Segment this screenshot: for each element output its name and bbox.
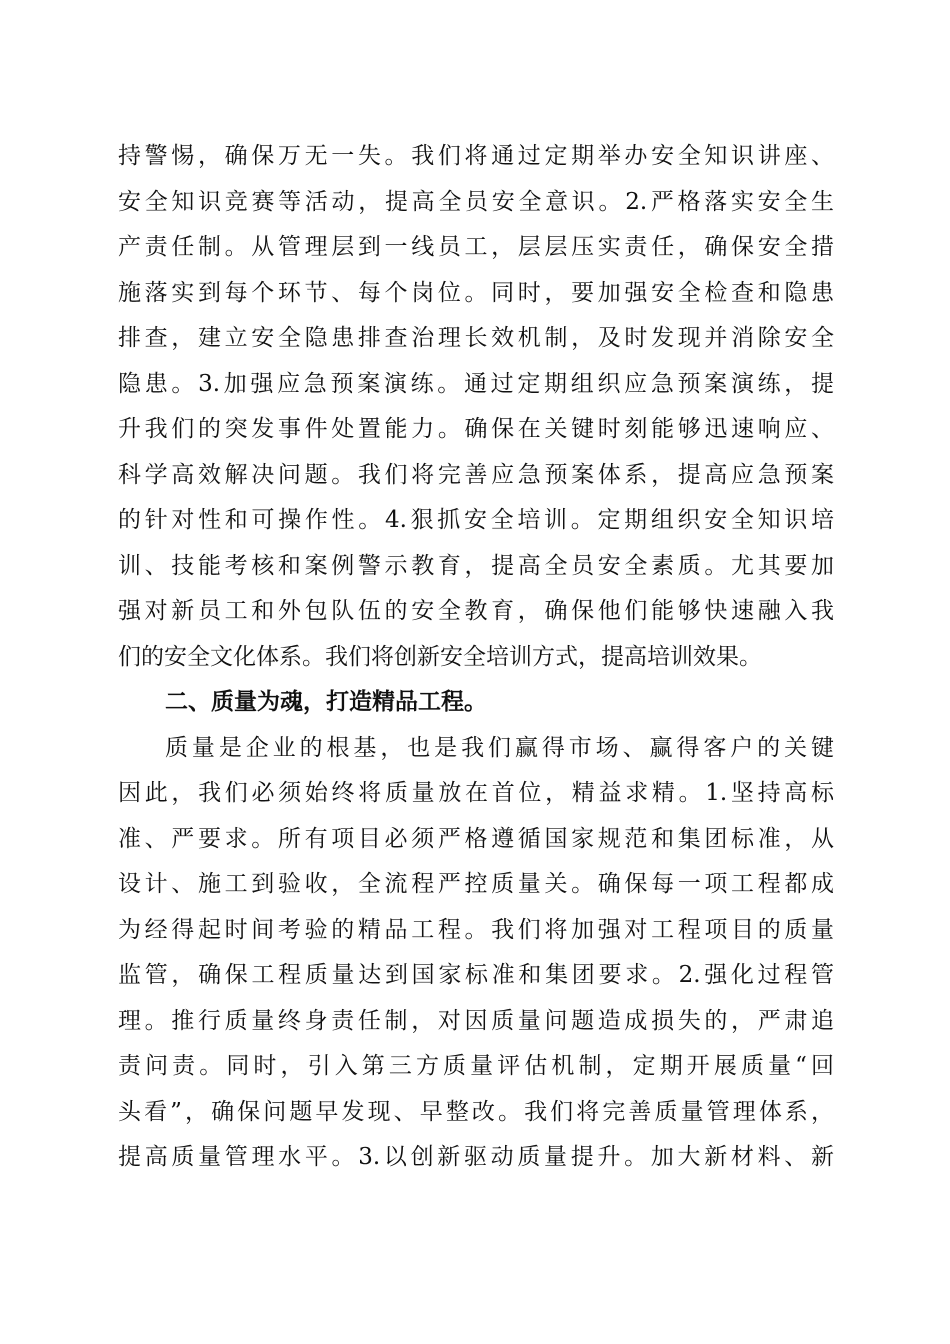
section-heading: 二、质量为魂，打造精品工程。 [165,689,487,715]
paragraph-line: 施落实到每个环节、每个岗位。同时，要加强安全检查和隐患 [118,280,834,306]
paragraph-line: 排查，建立安全隐患排查治理长效机制，及时发现并消除安全 [118,325,834,351]
paragraph-line: 升我们的突发事件处置能力。确保在关键时刻能够迅速响应、 [118,416,834,442]
paragraph-line: 因此，我们必须始终将质量放在首位，精益求精。1.坚持高标 [118,780,834,806]
paragraph-line: 训、技能考核和案例警示教育，提高全员安全素质。尤其要加 [118,553,834,579]
paragraph-line: 为经得起时间考验的精品工程。我们将加强对工程项目的质量 [118,917,834,943]
paragraph-line: 质量是企业的根基，也是我们赢得市场、赢得客户的关键 [165,735,834,761]
paragraph-line: 理。推行质量终身责任制，对因质量问题造成损失的，严肃追 [118,1008,834,1034]
paragraph-line: 提高质量管理水平。3.以创新驱动质量提升。加大新材料、新 [118,1144,834,1170]
paragraph-line: 隐患。3.加强应急预案演练。通过定期组织应急预案演练，提 [118,371,834,397]
paragraph-line: 强对新员工和外包队伍的安全教育，确保他们能够快速融入我 [118,598,834,624]
paragraph-line: 的针对性和可操作性。4.狠抓安全培训。定期组织安全知识培 [118,507,834,533]
paragraph-line: 监管，确保工程质量达到国家标准和集团要求。2.强化过程管 [118,962,834,988]
paragraph-line: 设计、施工到验收，全流程严控质量关。确保每一项工程都成 [118,871,834,897]
paragraph-line: 责问责。同时，引入第三方质量评估机制，定期开展质量“回 [118,1053,834,1079]
paragraph-line: 头看”，确保问题早发现、早整改。我们将完善质量管理体系， [118,1099,834,1125]
paragraph-line: 们的安全文化体系。我们将创新安全培训方式，提高培训效果。 [118,644,762,670]
paragraph-line: 安全知识竞赛等活动，提高全员安全意识。2.严格落实安全生 [118,189,834,215]
paragraph-line: 产责任制。从管理层到一线员工，层层压实责任，确保安全措 [118,234,834,260]
paragraph-line: 准、严要求。所有项目必须严格遵循国家规范和集团标准，从 [118,826,834,852]
paragraph-line: 持警惕，确保万无一失。我们将通过定期举办安全知识讲座、 [118,143,834,169]
paragraph-line: 科学高效解决问题。我们将完善应急预案体系，提高应急预案 [118,462,834,488]
